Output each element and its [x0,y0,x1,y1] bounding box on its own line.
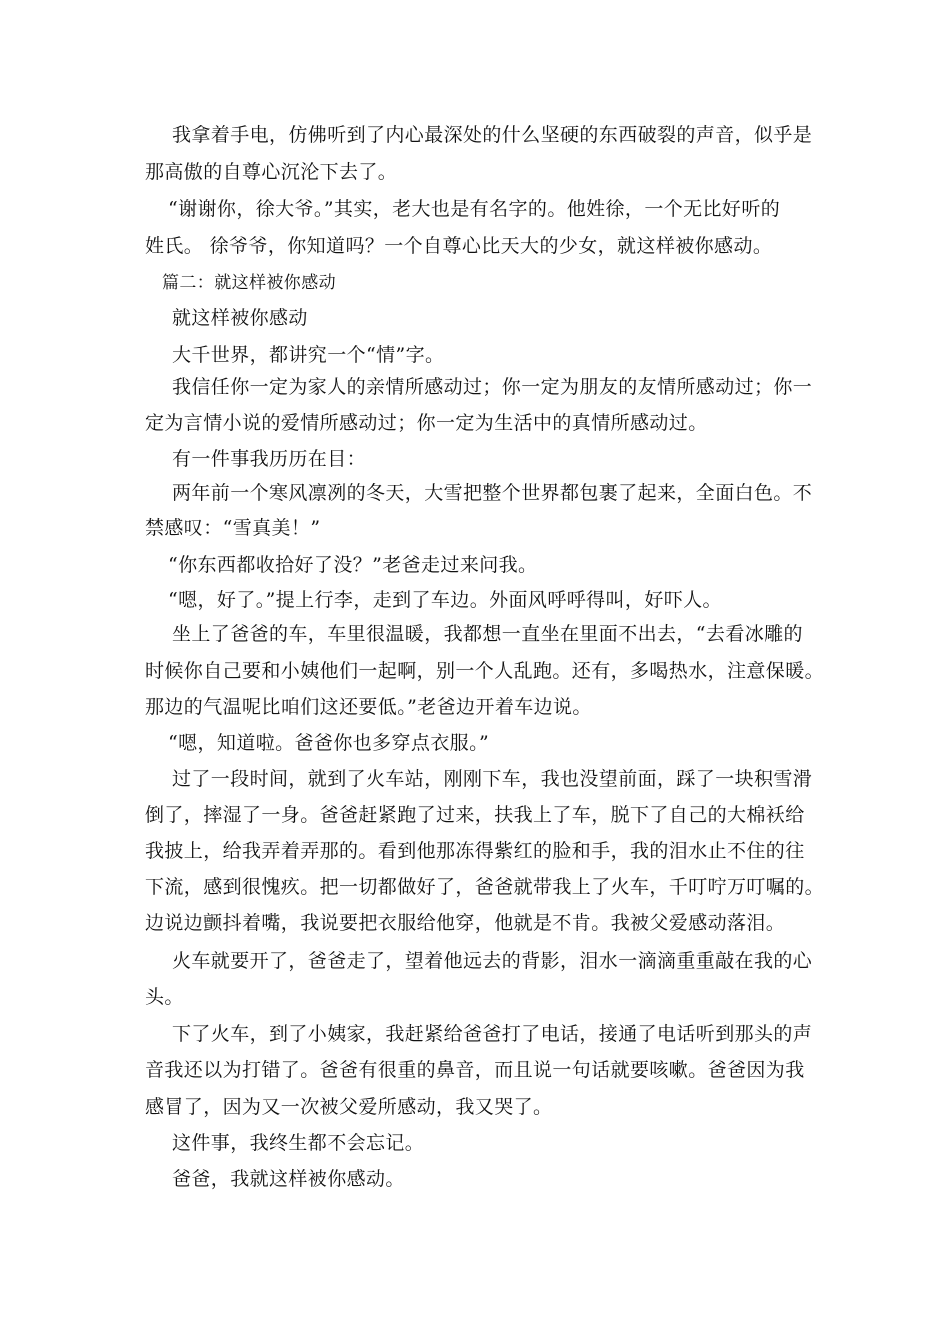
text-line: 我信任你一定为家人的亲情所感动过；你一定为朋友的友情所感动过；你一 [172,376,813,398]
article-title: 就这样被你感动 [172,307,308,329]
text-line: 两年前一个寒风凛冽的冬天，大雪把整个世界都包裹了起来，全面白色。不 [172,482,813,504]
text-line: 边说边颤抖着嘴，我说要把衣服给他穿，他就是不肯。我被父爱感动落泪。 [145,912,786,934]
text-line: 定为言情小说的爱情所感动过；你一定为生活中的真情所感动过。 [145,412,708,434]
text-line: “你东西都收拾好了没？”老爸走过来问我。 [168,554,538,576]
text-line: “嗯，知道啦。爸爸你也多穿点衣服。” [168,732,490,754]
text-line: 头。 [145,986,184,1008]
text-line: 爸爸，我就这样被你感动。 [172,1168,405,1190]
text-line: 我披上，给我弄着弄那的。看到他那冻得紫红的脸和手，我的泪水止不住的往 [145,840,805,862]
section-heading: 篇二：就这样被你感动 [162,273,336,293]
text-line: 坐上了爸爸的车，车里很温暖，我都想一直坐在里面不出去，“去看冰雕的 [172,623,803,645]
text-line: “嗯，好了。”提上行李，走到了车边。外面风呼呼得叫，好吓人。 [168,589,722,611]
text-line: 过了一段时间，就到了火车站，刚刚下车，我也没望前面，踩了一块积雪滑 [172,768,813,790]
text-line: 大千世界，都讲究一个“情”字。 [172,344,445,366]
text-line: 感冒了，因为又一次被父爱所感动，我又哭了。 [145,1096,553,1118]
text-line: 下了火车，到了小姨家，我赶紧给爸爸打了电话，接通了电话听到那头的声 [172,1023,813,1045]
text-line: 音我还以为打错了。爸爸有很重的鼻音，而且说一句话就要咳嗽。爸爸因为我 [145,1059,805,1081]
text-line: 倒了，摔湿了一身。爸爸赶紧跑了过来，扶我上了车，脱下了自己的大棉袄给 [145,804,805,826]
text-line: “谢谢你，徐大爷。”其实，老大也是有名字的。他姓徐，一个无比好听的 [168,198,781,220]
text-line: 我拿着手电，仿佛听到了内心最深处的什么坚硬的东西破裂的声音，似乎是 [172,124,813,146]
text-line: 下流，感到很愧疚。把一切都做好了，爸爸就带我上了火车，千叮咛万叮嘱的。 [145,876,825,898]
text-line: 姓氏。 徐爷爷，你知道吗？一个自尊心比天大的少女，就这样被你感动。 [145,235,773,257]
text-line: 时候你自己要和小姨他们一起啊，别一个人乱跑。还有，多喝热水，注意保暖。 [145,660,825,682]
text-line: 这件事，我终生都不会忘记。 [172,1132,425,1154]
text-line: 那边的气温呢比咱们这还要低。”老爸边开着车边说。 [145,696,592,718]
text-line: 火车就要开了，爸爸走了，望着他远去的背影，泪水一滴滴重重敲在我的心 [172,950,813,972]
text-line: 有一件事我历历在目： [172,448,367,470]
text-line: 那高傲的自尊心沉沦下去了。 [145,161,398,183]
text-line: 禁感叹：“雪真美！” [145,517,321,539]
